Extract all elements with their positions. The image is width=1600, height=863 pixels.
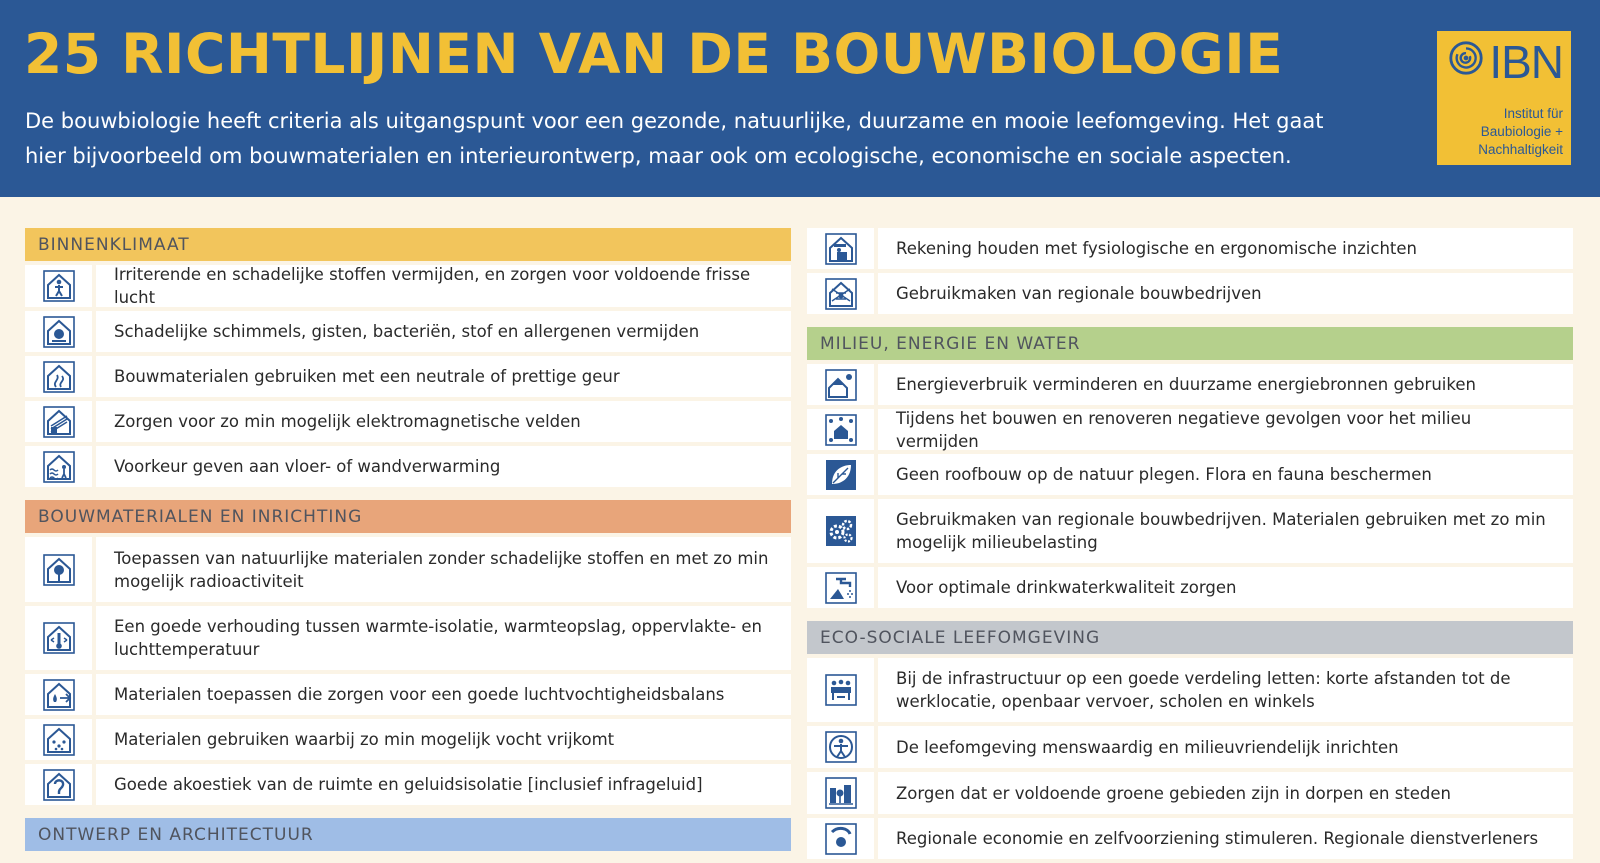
list-item [25,606,791,670]
item-text: Gebruikmaken van regionale bouwbedrijven. Materialen gebruiken met zo min mogelijk milieubelasting [878,499,1573,563]
infrastructure-icon [807,658,874,722]
section-heading-ontwerp: ONTWERP EN ARCHITECTUUR [25,818,791,851]
section-gap [807,318,1573,327]
item-text: Toepassen van natuurlijke materialen zonder schadelijke stoffen en met zo min mogelijk radioactiviteit [96,537,791,602]
ibn-logo[interactable] [1437,31,1571,165]
humidity-balance-icon [25,674,92,715]
list-item [807,273,1573,314]
gears-icon [807,499,874,563]
electromagnetic-field-icon [25,401,92,442]
list-item [807,567,1573,608]
person-in-house-icon [25,265,92,307]
moisture-house-icon [25,719,92,760]
section-gap [807,612,1573,621]
regional-builders-icon [807,273,874,314]
section-heading-milieu: MILIEU, ENERGIE EN WATER [807,327,1573,360]
intro-line: hier bijvoorbeeld om bouwmaterialen en interieurontwerp, maar ook om ecologische, economische en sociale aspecten. [25,144,1292,168]
thermometer-house-icon [25,606,92,670]
section-gap [25,491,791,500]
logo-line: Nachhaltigkeit [1478,142,1563,157]
item-text: Voor optimale drinkwaterkwaliteit zorgen [878,567,1573,608]
item-text: Een goede verhouding tussen warmte-isolatie, warmteopslag, oppervlakte- en luchttemperatuur [96,606,791,670]
section-heading-bouwmaterialen: BOUWMATERIALEN EN INRICHTING [25,500,791,533]
list-item [25,356,791,397]
logo-abbreviation: IBN [1489,36,1563,88]
item-text: Gebruikmaken van regionale bouwbedrijven [878,273,1573,314]
list-item [807,772,1573,814]
page-title: 25 RICHTLIJNEN VAN DE BOUWBIOLOGIE [24,22,1284,86]
microscope-house-icon [25,311,92,352]
green-city-icon [807,772,874,814]
left-column [25,228,791,855]
item-text: Energieverbruik verminderen en duurzame energiebronnen gebruiken [878,364,1573,405]
item-text: Bij de infrastructuur op een goede verdeling letten: korte afstanden tot de werklocatie, openbaar vervoer, scholen en winkels [878,658,1573,722]
solar-house-icon [807,364,874,405]
section-gap [25,809,791,818]
item-text: Bouwmaterialen gebruiken met een neutrale of prettige geur [96,356,791,397]
logo-subtitle [1478,105,1563,159]
item-text: Geen roofbouw op de natuur plegen. Flora en fauna beschermen [878,454,1573,495]
environment-house-icon [807,409,874,450]
item-text: Zorgen voor zo min mogelijk elektromagnetische velden [96,401,791,442]
floor-heating-icon [25,446,92,487]
list-item [25,719,791,760]
list-item [25,537,791,602]
list-item [807,409,1573,450]
list-item [25,311,791,352]
item-text: Tijdens het bouwen en renoveren negatieve gevolgen voor het milieu vermijden [878,409,1573,450]
list-item [807,726,1573,768]
item-text: Voorkeur geven aan vloer- of wandverwarming [96,446,791,487]
list-item [25,674,791,715]
item-text: Irriterende en schadelijke stoffen vermijden, en zorgen voor voldoende frisse lucht [96,265,791,307]
item-text: Regionale economie en zelfvoorziening stimuleren. Regionale dienstverleners [878,818,1573,859]
ergonomics-icon [807,228,874,269]
list-item [807,364,1573,405]
item-text: Schadelijke schimmels, gisten, bacteriën, stof en allergenen vermijden [96,311,791,352]
item-text: Rekening houden met fysiologische en ergonomische inzichten [878,228,1573,269]
item-text: Goede akoestiek van de ruimte en geluidsisolatie [inclusief infrageluid] [96,764,791,805]
list-item [25,764,791,805]
list-item [25,446,791,487]
logo-line: Baubiologie + [1480,124,1563,139]
water-tap-icon [807,567,874,608]
leaf-icon [807,454,874,495]
list-item [807,499,1573,563]
regional-economy-icon [807,818,874,859]
intro-text [25,104,1365,174]
list-item [807,658,1573,722]
section-heading-ecosociaal: ECO-SOCIALE LEEFOMGEVING [807,621,1573,654]
list-item [807,228,1573,269]
list-item [25,401,791,442]
scent-house-icon [25,356,92,397]
list-item [807,454,1573,495]
right-column [807,228,1573,863]
acoustics-house-icon [25,764,92,805]
logo-line: Institut für [1503,106,1563,121]
ibn-spiral-icon [1447,39,1485,77]
item-text: De leefomgeving menswaardig en milieuvriendelijk inrichten [878,726,1573,768]
humane-environment-icon [807,726,874,768]
tree-house-icon [25,537,92,602]
list-item [807,818,1573,859]
header-banner [0,0,1600,197]
section-heading-binnenklimaat: BINNENKLIMAAT [25,228,791,261]
item-text: Zorgen dat er voldoende groene gebieden zijn in dorpen en steden [878,772,1573,814]
intro-line: De bouwbiologie heeft criteria als uitgangspunt voor een gezonde, natuurlijke, duurzame en mooie leefomgeving. Het gaat [25,109,1324,133]
item-text: Materialen toepassen die zorgen voor een goede luchtvochtigheidsbalans [96,674,791,715]
list-item [25,265,791,307]
item-text: Materialen gebruiken waarbij zo min mogelijk vocht vrijkomt [96,719,791,760]
